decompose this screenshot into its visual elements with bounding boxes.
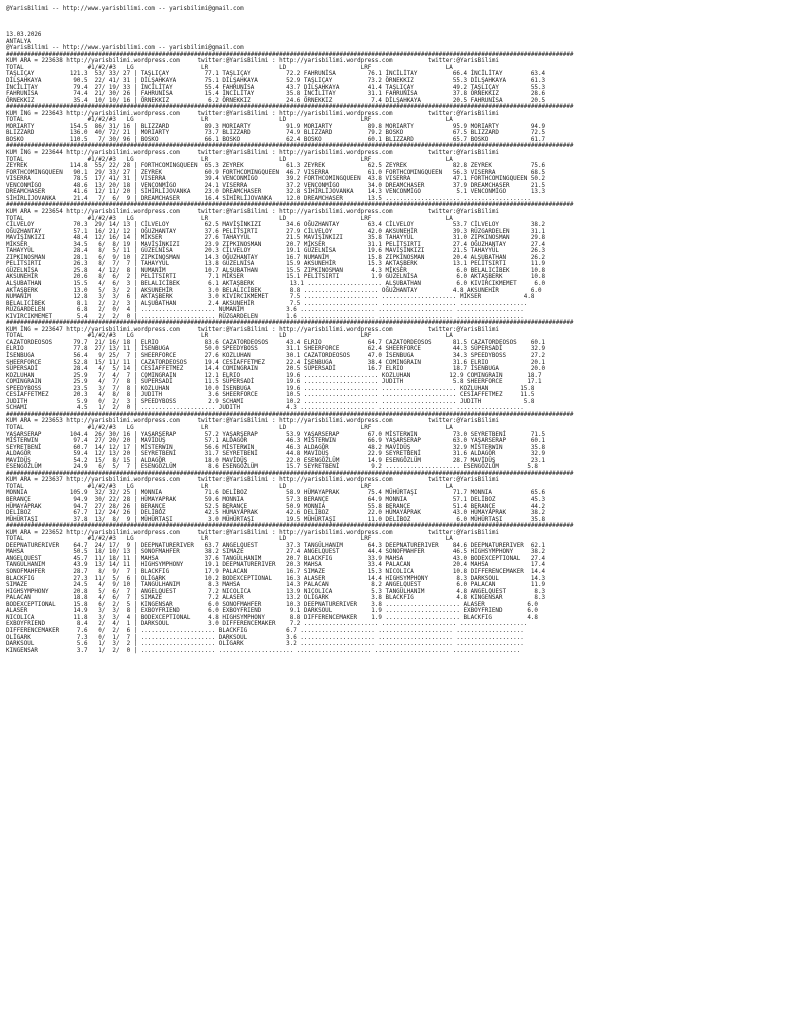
column-header: TOTAL #1/#2/#3 LG LR LD LRF LA (6, 64, 453, 71)
horse-row: ALASER 14.9 3/ 3/ 8 | EXBOYFRIEND 6.0 EXBOYFRIEND 9.1 DARKSOUL 1.9 ..................... EXBOYFRIEND 6.0 (6, 608, 538, 615)
race-header: KUM ARA = 223637 http://yarisbilimi.wordpress.com twitter:@YarisBilimi : http://yarisbilimi.wordpress.com twitter:@YarisBilimi (6, 477, 499, 484)
section-divider: ################################################################################################################################################################ (6, 320, 574, 327)
horse-row: DREAMCHASER 41.6 12/ 11/ 20 | SİHİRLİJOVANKA 23.0 DREAMCHASER 32.8 SİHİRLİJOVANKA 14.3 VENCONMİGO 5.1 VENCONMİGO 13.3 (6, 189, 546, 196)
horse-row: FORTHCOMINGQUEEN 90.1 29/ 33/ 27 | ZEYREK 60.9 FORTHCOMINGQUEEN 46.7 VISERRA 61.0 FORTHCOMINGQUEEN 56.3 VISERRA 68.5 (6, 169, 546, 176)
column-header: TOTAL #1/#2/#3 LG LR LD LRF LA (6, 425, 453, 431)
horse-row: DIFFERENCEMAKER 7.6 0/ 2/ 6 | ..................... BLACKFIG 6.7 ..................... ..................... ................... (6, 627, 524, 634)
horse-row: İNCİLİTAY 79.4 27/ 19/ 33 | İNCİLİTAY 55.4 FAHRUNİSA 43.7 DİLŞAHKAYA 41.4 TAŞLIÇAY 49.2 TAŞLIÇAY 55.3 (6, 84, 546, 91)
horse-row: GÜZELNİSA 25.8 4/ 12/ 8 | NUMANİM 10.7 ALŞUBATHAN 15.5 ZIPKINOSMAN 4.3 MİKSER 6.0 BELALICİBEK 10.8 (6, 267, 546, 274)
text-line: @YarisBilimi -- http://www.yarisbilimi.com -- yarisbilimi@gmail.com (6, 45, 244, 52)
horse-row: MÜHÜRTAŞI 37.8 13/ 8/ 9 | MÜHÜRTAŞI 3.0 MÜHÜRTAŞI 19.5 MÜHÜRTAŞI 11.0 DELİBOZ 6.0 MÜHÜRTAŞI 35.8 (6, 516, 546, 523)
horse-row: TAHAYYÜL 28.4 8/ 5/ 11 | GÜZELNİSA 20.3 CİLVELOY 19.1 GÜZELNİSA 19.6 MAVİŞİNKIZI 21.5 TAHAYYÜL 26.3 (6, 248, 546, 255)
horse-row: EXBOYFRIEND 8.4 2/ 4/ 1 | DARKSOUL 3.0 DIFFERENCEMAKER 7.2 ..................... ..................... ................... (6, 621, 528, 628)
race-header: KUM İNG = 223647 http://yarisbilimi.wordpress.com twitter:@YarisBilimi : http://yarisbilimi.wordpress.com twitter:@YarisBilimi (6, 326, 499, 333)
horse-row: ELRIO 77.8 27/ 13/ 11 | İSENBUGA 50.0 SPEEDYBOSS 31.1 SHEERFORCE 62.4 SHEERFORCE 44.3 SÜPERSADİ 32.9 (6, 346, 546, 353)
horse-row: FAHRUNİSA 74.4 21/ 30/ 26 | FAHRUNİSA 15.4 İNCİLİTAY 35.8 İNCİLİTAY 31.1 FAHRUNİSA 37.8 ÖRNEKKIZ 28.6 (6, 91, 546, 98)
horse-row: KOZLUHAN 25.9 7/ 4/ 7 | COMINGRAIN 12.1 ELRIO 19.6 ..................... KOZLUHAN 12.9 COMINGRAIN 18.7 (6, 372, 542, 379)
horse-row: JUDITH 5.9 0/ 2/ 3 | SPEEDYBOSS 2.9 SCHAMI 10.2 ..................... ..................... JUDITH 5.8 (6, 398, 535, 405)
race-header: KUM ARA = 223652 http://yarisbilimi.wordpress.com twitter:@YarisBilimi : http://yarisbilimi.wordpress.com twitter:@YarisBilimi (6, 529, 499, 536)
horse-row: KINGENSAR 3.7 1/ 2/ 0 | ..................... ..................... ..................... ..................... ................... (6, 647, 521, 654)
horse-row: AKSUNEHİR 20.6 8/ 6/ 2 | PELİTSIRTI 7.1 MİKSER 15.1 PELİTSIRTI 1.9 GÜZELNİSA 6.0 AKTAŞBERK 10.8 (6, 274, 546, 281)
race-header: KUM İNG = 223643 http://yarisbilimi.wordpress.com twitter:@YarisBilimi : http://yarisbilimi.wordpress.com twitter:@YarisBilimi (6, 110, 499, 117)
text-line: ANTALYA (6, 38, 31, 45)
section-divider: ################################################################################################################################################################ (6, 143, 574, 150)
horse-row: AKTAŞBERK 13.0 5/ 3/ 2 | AKSUNEHİR 3.0 BELALICİBEK 8.8 ..................... OĞUZHANTAY 4.8 AKSUNEHİR 6.0 (6, 287, 542, 294)
horse-row: VENCONMİGO 48.6 13/ 20/ 18 | VENCONMİGO 24.1 VISERRA 37.2 VENCONMİGO 34.0 DREAMCHASER 37.9 DREAMCHASER 21.5 (6, 182, 546, 189)
text-line: 13.03.2026 (6, 32, 42, 39)
horse-row: YAŞARSERAP 104.4 26/ 30/ 16 | YAŞARSERAP 57.2 YAŞARSERAP 53.9 YAŞARSERAP 67.0 MİSTERWIN 73.0 SEYRETBENİ 71.5 (6, 431, 546, 438)
horse-row: NICOLICA 11.8 3/ 3/ 4 | BODEXCEPTIONAL 4.8 HIGHSYMPHONY 8.8 DIFFERENCEMAKER 1.9 ..................... BLACKFIG 4.8 (6, 614, 538, 621)
column-header: TOTAL #1/#2/#3 LG LR LD LRF LA (6, 156, 453, 163)
horse-row: MAVİŞİNKIZI 48.4 12/ 16/ 14 | MİKSER 27.6 TAHAYYÜL 21.5 MAVİŞİNKIZI 35.8 TAHAYYÜL 31.0 ZIPKINOSMAN 29.8 (6, 235, 546, 242)
horse-row: MAHSA 50.5 18/ 10/ 13 | SONOFMAHFER 38.2 SIMAZE 27.4 ANGELQUEST 44.4 SONOFMAHFER 46.5 HIGHSYMPHONY 38.2 (6, 549, 546, 556)
horse-row: SONOFMAHFER 28.7 8/ 9/ 7 | BLACKFIG 17.9 PALACAN 16.7 SIMAZE 15.3 NICOLICA 10.8 DIFFERENCEMAKER 14.4 (6, 569, 546, 576)
section-divider: ################################################################################################################################################################ (6, 202, 574, 209)
horse-row: CESİAFFETMEZ 20.3 4/ 8/ 8 | JUDITH 3.6 SHEERFORCE 10.5 ..................... ..................... CESİAFFETMEZ 11.5 (6, 392, 535, 399)
section-divider: ################################################################################################################################################################ (6, 51, 574, 58)
horse-row: KIVIRCIKMEMET 5.4 2/ 2/ 0 | ..................... RÜZGARDELEN 1.6 ..................... ..................... ................... (6, 313, 524, 320)
horse-row: ALŞUBATHAN 15.5 4/ 6/ 3 | BELALICİBEK 6.1 AKTAŞBERK 13.1 ..................... ALŞUBATHAN 6.0 KIVIRCIKMEMET 6.0 (6, 280, 546, 287)
horse-row: CİLVELOY 70.3 29/ 14/ 13 | CİLVELOY 62.5 MAVİŞİNKIZI 34.6 OĞUZHANTAY 63.4 CİLVELOY 53.7 CİLVELOY 38.2 (6, 222, 546, 229)
race-header: KUM ARA = 223653 http://yarisbilimi.wordpress.com twitter:@YarisBilimi : http://yarisbilimi.wordpress.com twitter:@YarisBilimi (6, 418, 499, 425)
column-header: TOTAL #1/#2/#3 LG LR LD LRF LA (6, 483, 453, 490)
horse-row: ALDAGÖR 59.4 12/ 13/ 20 | SEYRETBENİ 31.7 SEYRETBENİ 44.8 MAVİDÜŞ 22.9 SEYRETBENİ 31.6 ALDAGÖR 32.9 (6, 451, 546, 458)
horse-row: OLİGARK 7.3 0/ 1/ 7 | ..................... DARKSOUL 3.6 ..................... ..................... ................... (6, 634, 524, 641)
horse-row: HÜMAYAPRAK 94.7 27/ 28/ 26 | BERANÇE 52.5 BERANÇE 50.9 MONNIA 55.8 BERANÇE 51.4 BERANÇE 44.2 (6, 503, 546, 510)
horse-row: PELİTSIRTI 26.3 8/ 7/ 7 | TAHAYYÜL 13.8 GÜZELNİSA 15.9 AKSUNEHİR 15.3 AKTAŞBERK 13.1 PELİTSIRTI 11.9 (6, 261, 546, 268)
horse-row: BELALICİBEK 8.1 2/ 2/ 3 | ALŞUBATHAN 2.4 AKSUNEHİR 7.5 ..................... ..................... ................... (6, 300, 528, 307)
section-divider: ################################################################################################################################################################ (6, 470, 574, 477)
race-header: KUM İNG = 223644 http://yarisbilimi.wordpress.com twitter:@YarisBilimi : http://yarisbilimi.wordpress.com twitter:@YarisBilimi (6, 150, 499, 157)
horse-row: TANGÜLHANIM 43.9 13/ 14/ 11 | HIGHSYMPHONY 19.1 DEEPNATURERIVER 20.3 MAHSA 33.4 PALACAN 20.4 MAHSA 17.4 (6, 562, 546, 569)
horse-row: RÜZGARDELEN 6.8 2/ 0/ 4 | ..................... NUMANİM 3.6 ..................... ..................... ................... (6, 307, 524, 314)
horse-row: BOSKO 110.5 7/ 30/ 96 | BOSKO 66.1 BOSKO 62.4 BOSKO 60.1 BLIZZARD 65.7 BOSKO 61.7 (6, 136, 546, 143)
horse-row: MİSTERWIN 97.4 27/ 20/ 20 | MAVİDÜŞ 57.1 ALDAGÖR 46.3 MİSTERWIN 66.9 YAŞARSERAP 63.0 YAŞARSERAP 60.1 (6, 438, 546, 445)
column-header: TOTAL #1/#2/#3 LG LR LD LRF LA (6, 215, 453, 222)
horse-row: ÖRNEKKIZ 35.4 10/ 10/ 16 | ÖRNEKKIZ 6.2 ÖRNEKKIZ 24.6 ÖRNEKKIZ 7.4 DİLŞAHKAYA 20.5 FAHRUNİSA 20.5 (6, 97, 546, 104)
section-divider: ################################################################################################################################################################ (6, 523, 574, 530)
horse-row: BLIZZARD 136.0 40/ 72/ 21 | MORIARTY 73.7 BLIZZARD 74.9 BLIZZARD 79.2 BOSKO 67.5 BLIZZARD 72.5 (6, 130, 546, 137)
column-header: TOTAL #1/#2/#3 LG LR LD LRF LA (6, 117, 453, 124)
horse-row: ANGELQUEST 45.7 11/ 18/ 11 | MAHSA 37.6 TANGÜLHANIM 20.7 BLACKFIG 33.9 MAHSA 43.0 BODEXCEPTIONAL 27.4 (6, 555, 546, 562)
horse-row: TAŞLIÇAY 121.3 53/ 33/ 27 | TAŞLIÇAY 77.1 TAŞLIÇAY 72.2 FAHRUNİSA 76.1 İNCİLİTAY 66.4 İNCİLİTAY 63.4 (6, 71, 546, 78)
section-divider: ################################################################################################################################################################ (6, 411, 574, 418)
horse-row: MORIARTY 154.5 86/ 31/ 16 | BLIZZARD 89.3 MORIARTY 91.9 MORIARTY 89.8 MORIARTY 95.9 MORIARTY 94.9 (6, 123, 546, 130)
horse-row: COMINGRAIN 25.9 4/ 7/ 8 | SÜPERSADİ 11.5 SÜPERSADİ 19.6 ..................... JUDITH 5.8 SHEERFORCE 17.1 (6, 379, 542, 386)
horse-row: SPEEDYBOSS 23.5 3/ 7/ 8 | KOZLUHAN 10.0 İSENBUGA 19.6 ..................... ..................... KOZLUHAN 15.8 (6, 385, 535, 392)
horse-row: MONNIA 105.9 32/ 32/ 25 | MONNIA 71.6 DELİBOZ 58.9 HÜMAYAPRAK 75.4 MÜHÜRTAŞI 71.7 MONNIA 65.6 (6, 490, 546, 497)
horse-row: SCHAMI 4.5 1/ 2/ 0 | ..................... JUDITH 4.3 ..................... ..................... ................... (6, 405, 524, 412)
horse-row: MAVİDÜŞ 54.2 15/ 8/ 15 | ALDAGÖR 18.0 MAVİDÜŞ 22.0 ESENGÖZLÜM 14.9 ESENGÖZLÜM 28.7 MAVİDÜŞ 23.1 (6, 457, 546, 464)
horse-row: NUMANİM 12.8 3/ 3/ 6 | AKTAŞBERK 3.0 KIVIRCIKMEMET 7.5 ..................... ..................... MİKSER 4.8 (6, 294, 535, 301)
horse-row: ZEYREK 114.8 55/ 22/ 28 | FORTHCOMINGQUEEN 65.3 ZEYREK 61.3 ZEYREK 62.5 ZEYREK 82.8 ZEYREK 75.6 (6, 163, 546, 170)
horse-row: SÜPERSADİ 28.4 4/ 5/ 14 | CESİAFFETMEZ 14.4 COMINGRAIN 20.5 SÜPERSADİ 16.7 ELRIO 18.7 İSENBUGA 20.0 (6, 366, 546, 373)
column-header: TOTAL #1/#2/#3 LG LR LD LRF LA (6, 536, 453, 543)
horse-row: CAZATORDEOSOS 79.7 21/ 16/ 18 | ELRIO 83.6 CAZATORDEOSOS 43.4 ELRIO 64.7 CAZATORDEOSOS 81.5 CAZATORDEOSOS 60.1 (6, 339, 546, 346)
horse-row: DEEPNATURERIVER 64.7 24/ 17/ 9 | DEEPNATURERIVER 63.7 ANGELQUEST 37.3 TANGÜLHANIM 64.3 DEEPNATURERIVER 84.6 DEEPNATURERIVER 62.1 (6, 542, 546, 549)
column-header: TOTAL #1/#2/#3 LG LR LD LRF LA (6, 333, 453, 340)
horse-row: SHEERFORCE 52.8 15/ 11/ 11 | CAZATORDEOSOS 19.4 CESİAFFETMEZ 22.4 İSENBUGA 38.4 COMINGRAIN 31.6 ELRIO 20.1 (6, 359, 546, 366)
horse-row: İSENBUGA 56.4 9/ 25/ 7 | SHEERFORCE 27.6 KOZLUHAN 30.1 CAZATORDEOSOS 47.0 İSENBUGA 34.3 SPEEDYBOSS 27.2 (6, 352, 546, 359)
horse-row: ESENGÖZLÜM 24.9 6/ 5/ 7 | ESENGÖZLÜM 8.6 ESENGÖZLÜM 15.7 SEYRETBENİ 9.2 ..................... ESENGÖZLÜM 5.8 (6, 464, 538, 471)
horse-row: BERANÇE 94.9 30/ 22/ 28 | HÜMAYAPRAK 59.6 MONNIA 57.3 BERANÇE 64.9 MONNIA 57.1 DELİBOZ 45.3 (6, 497, 546, 504)
horse-row: OĞUZHANTAY 57.1 16/ 21/ 12 | OĞUZHANTAY 37.6 PELİTSIRTI 27.9 CİLVELOY 42.0 AKSUNEHİR 39.3 RÜZGARDELEN 31.1 (6, 228, 546, 235)
horse-row: BODEXCEPTIONAL 15.8 6/ 2/ 5 | KINGENSAR 6.0 SONOFMAHFER 10.3 DEEPNATURERIVER 3.8 ..................... ALASER 6.0 (6, 601, 538, 608)
horse-row: DİLŞAHKAYA 90.5 22/ 41/ 31 | DİLŞAHKAYA 75.1 DİLŞAHKAYA 52.9 TAŞLIÇAY 73.2 ÖRNEKKIZ 55.3 DİLŞAHKAYA 61.3 (6, 78, 546, 85)
horse-row: DELİBOZ 67.7 12/ 24/ 26 | DELİBOZ 42.5 HÜMAYAPRAK 42.6 DELİBOZ 22.0 HÜMAYAPRAK 43.0 HÜMAYAPRAK 38.2 (6, 510, 546, 517)
race-header: KUM ARA = 223654 http://yarisbilimi.wordpress.com twitter:@YarisBilimi : http://yarisbilimi.wordpress.com twitter:@YarisBilimi (6, 208, 499, 215)
section-divider: ################################################################################################################################################################ (6, 104, 574, 111)
horse-row: SİHİRLİJOVANKA 21.4 7/ 6/ 9 | DREAMCHASER 16.4 SİHİRLİJOVANKA 12.0 DREAMCHASER 13.5 ..................... ................... (6, 195, 531, 202)
text-line: @YarisBilimi -- http://www.yarisbilimi.com -- yarisbilimi@gmail.com (6, 6, 244, 12)
horse-row: HIGHSYMPHONY 20.8 5/ 6/ 7 | ANGELQUEST 7.2 NICOLICA 13.9 NICOLICA 5.3 TANGÜLHANIM 4.8 ANGELQUEST 8.3 (6, 588, 546, 595)
horse-row: ZIPKINOSMAN 28.1 6/ 9/ 10 | ZIPKINOSMAN 14.3 OĞUZHANTAY 16.7 NUMANİM 15.8 ZIPKINOSMAN 20.4 ALŞUBATHAN 26.2 (6, 254, 546, 261)
horse-row: SIMAZE 24.5 4/ 9/ 10 | TANGÜLHANIM 8.3 MAHSA 14.3 PALACAN 8.2 ANGELQUEST 6.0 PALACAN 11.9 (6, 582, 546, 589)
horse-row: BLACKFIG 27.3 11/ 5/ 6 | OLİGARK 10.2 BODEXCEPTIONAL 16.3 ALASER 14.4 HIGHSYMPHONY 8.3 DARKSOUL 14.3 (6, 575, 546, 582)
horse-row: MİKSER 34.5 6/ 8/ 19 | MAVİŞİNKIZI 23.9 ZIPKINOSMAN 20.7 MİKSER 31.1 PELİTSIRTI 27.4 OĞUZHANTAY 27.4 (6, 241, 546, 248)
horse-row: SEYRETBENİ 60.7 14/ 12/ 17 | MİSTERWIN 56.6 MİSTERWIN 46.3 ALDAGÖR 48.2 MAVİDÜŞ 32.9 MİSTERWIN 35.8 (6, 444, 546, 451)
race-header: KUM ARA = 223638 http://yarisbilimi.wordpress.com twitter:@YarisBilimi : http://yarisbilimi.wordpress.com twitter:@YarisBilimi (6, 58, 499, 65)
horse-row: PALACAN 18.8 4/ 6/ 7 | SIMAZE 7.2 ALASER 13.2 OLİGARK 3.8 BLACKFIG 4.8 KINGENSAR 8.3 (6, 595, 546, 602)
horse-row: DARKSOUL 5.6 1/ 3/ 2 | ..................... OLİGARK 3.2 ..................... ..................... ................... (6, 641, 524, 648)
horse-row: VISERRA 78.5 17/ 41/ 31 | VISERRA 39.4 VENCONMİGO 39.2 FORTHCOMINGQUEEN 43.8 VISERRA 47.1 FORTHCOMINGQUEEN 50.2 (6, 176, 546, 183)
